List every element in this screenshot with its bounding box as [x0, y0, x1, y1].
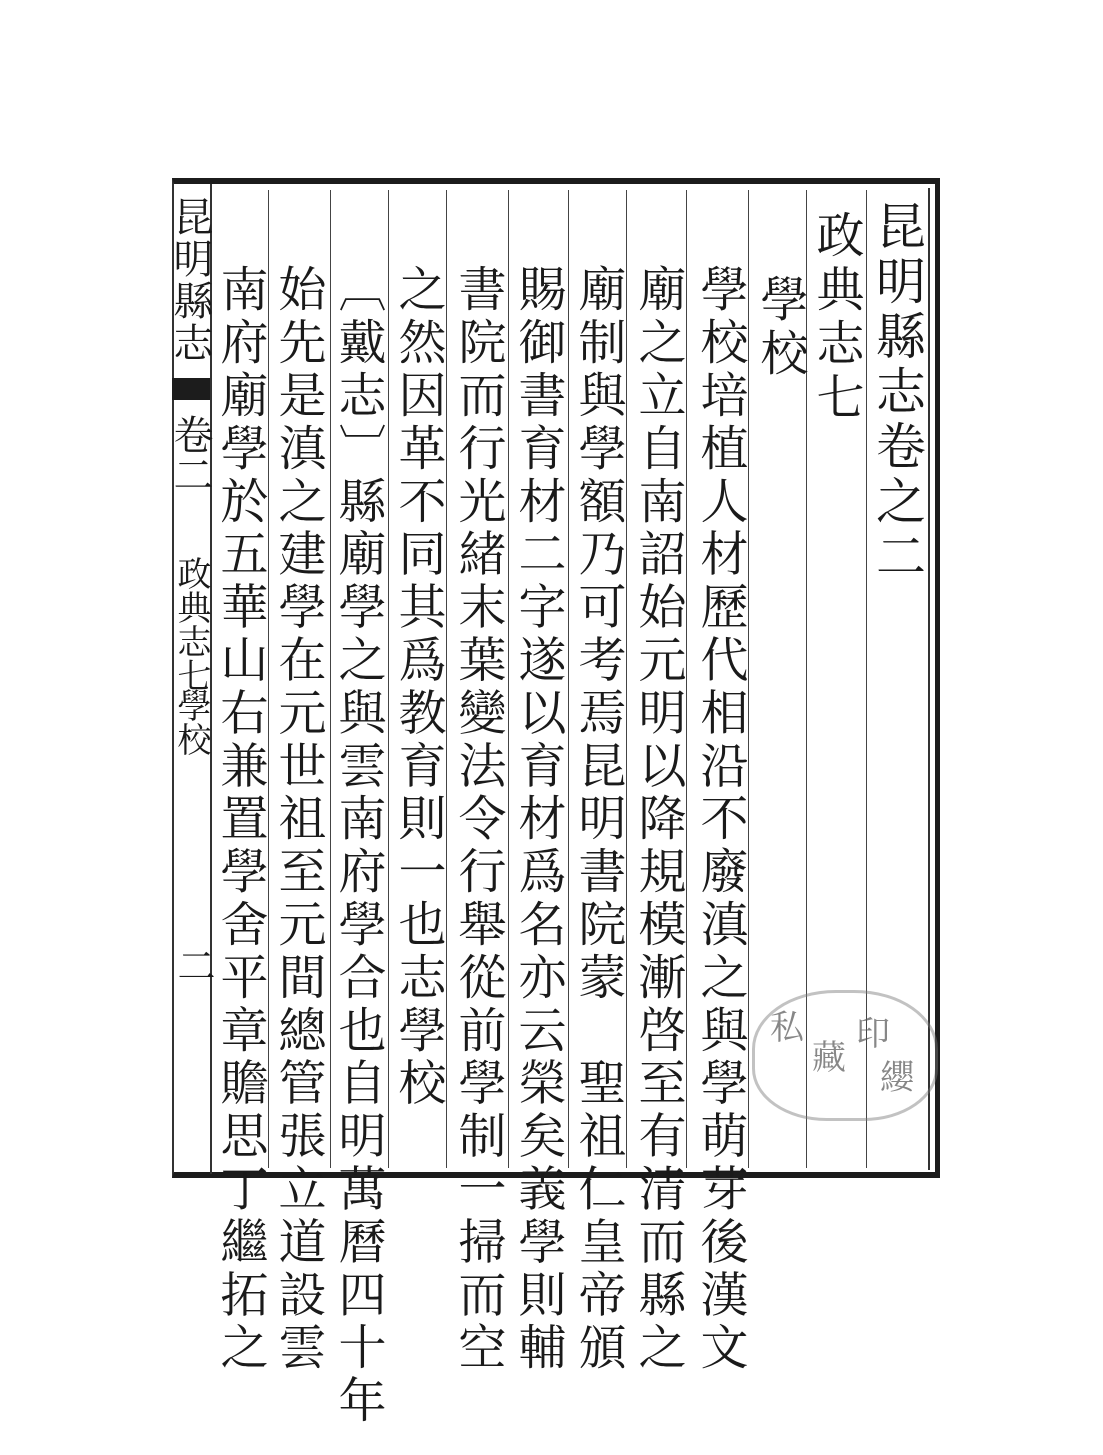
seal-glyph: 藏 [812, 1038, 846, 1078]
seal-glyph: 私 [770, 1008, 804, 1048]
section-title: 政典志七 [808, 210, 864, 426]
margin-book-name: 昆明縣志 [167, 196, 213, 364]
heading-title: 學校 [752, 274, 808, 382]
text-column-7: 〔戴志〕縣廟學之與雲南府學合也自明萬曆四十年 [330, 264, 386, 1428]
column-rule [568, 190, 569, 1168]
text-column-9: 南府廟學於五華山右兼置學舍平章贍思丁繼拓之 [212, 264, 268, 1375]
text-column-1: 學校培植人材歷代相沿不廢滇之與學萌芽後漢文 [692, 264, 748, 1375]
column-rule [626, 190, 627, 1168]
text-column-5: 書院而行光緒末葉變法令行舉從前學制一掃而空 [450, 264, 506, 1375]
margin-page-number: 二 [171, 946, 215, 984]
column-rule [446, 190, 447, 1168]
text-column-6: 之然因革不同其爲教育則一也志學校 [390, 264, 446, 1111]
column-rule [686, 190, 687, 1168]
margin-topic: 學校 [171, 688, 211, 756]
column-rule [748, 190, 749, 1168]
margin-section: 政典志七 [171, 556, 211, 692]
text-column-8: 始先是滇之建學在元世祖至元間總管張立道設雲 [270, 264, 326, 1375]
column-rule [508, 190, 509, 1168]
text-column-4: 賜御書育材二字遂以育材爲名亦云榮矣義學則輔 [510, 264, 566, 1375]
text-column-3: 廟制與學額乃可考焉昆明書院蒙 聖祖仁皇帝頒 [570, 264, 626, 1375]
column-rule [388, 190, 389, 1168]
margin-fishtail-mark [172, 378, 210, 400]
seal-glyph: 印 [856, 1014, 890, 1054]
margin-volume: 卷二 [167, 414, 213, 494]
volume-title: 昆明縣志卷之二 [868, 200, 926, 585]
seal-glyph: 纓 [880, 1058, 914, 1098]
column-rule [268, 190, 269, 1168]
text-column-2: 廟之立自南詔始元明以降規模漸啓至有清而縣之 [630, 264, 686, 1375]
